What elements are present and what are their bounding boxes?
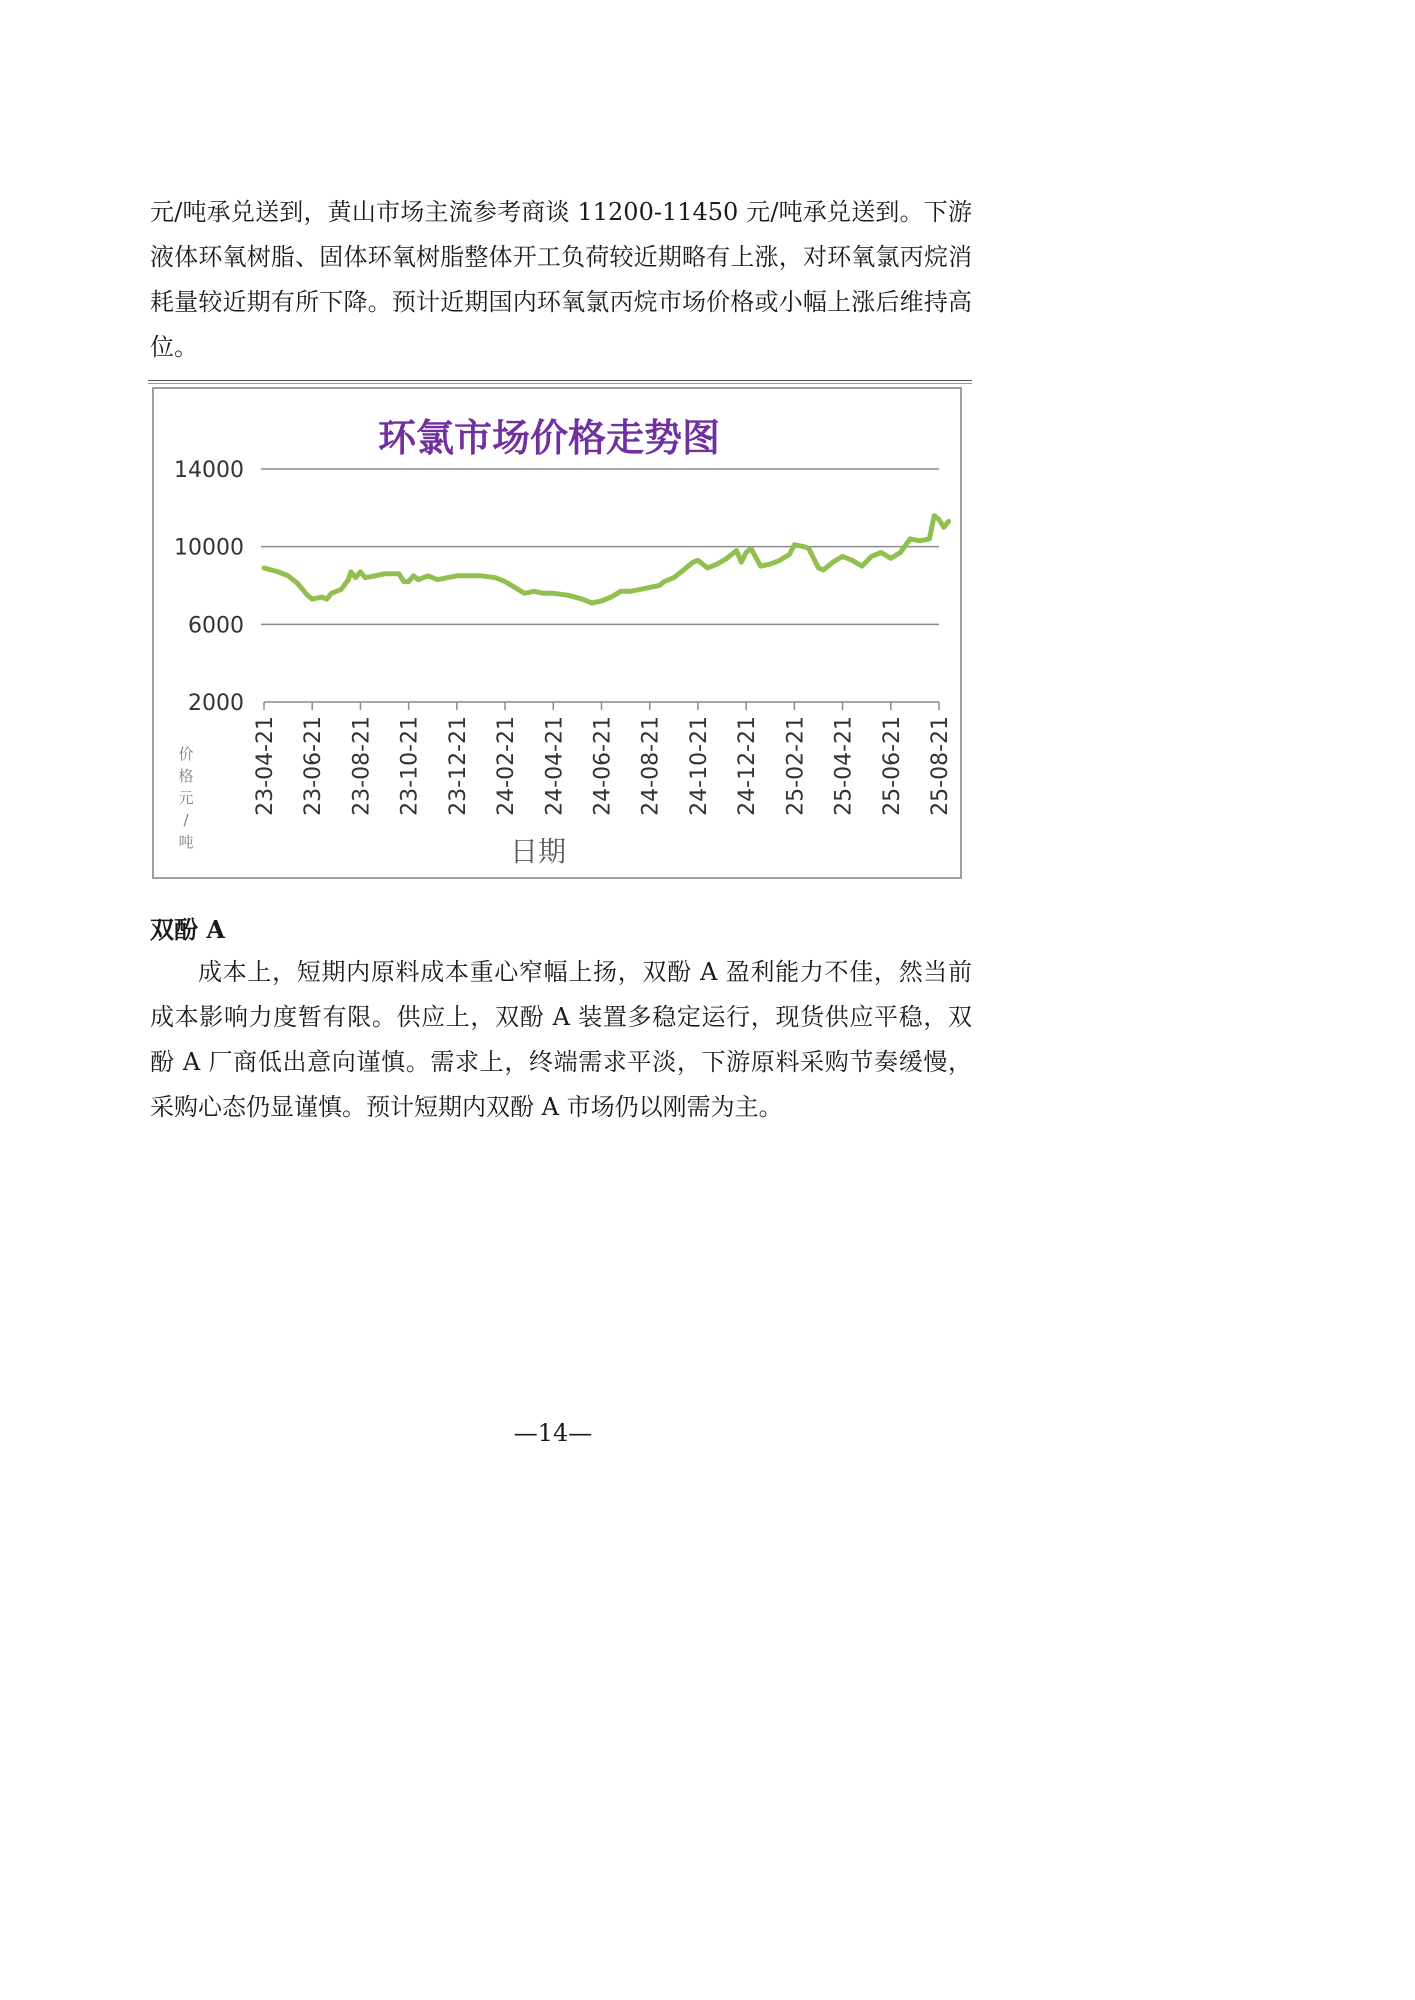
paragraph-bpa-analysis: 成本上，短期内原料成本重心窄幅上扬，双酚 A 盈利能力不佳，然当前成本影响力度暂有限。供应上，双酚 A 装置多稳定运行，现货供应平稳，双酚 A 厂商低出意向谨慎。需求上，终端需求平淡，下游原料采购节奏缓慢，采购心态仍显谨慎。预计短期内双酚 A 市场仍以刚需为主。 xyxy=(150,958,972,1121)
y-tick-label: 2000 xyxy=(188,691,244,716)
y-tick-label: 10000 xyxy=(174,535,244,561)
x-tick-label: 24-04-21 xyxy=(542,716,568,816)
x-tick-label: 24-02-21 xyxy=(494,716,520,816)
y-axis-label-char: 价 xyxy=(178,745,194,763)
x-tick-label: 24-12-21 xyxy=(735,716,761,816)
y-axis-label-char: 吨 xyxy=(178,833,194,851)
y-axis-label-char: / xyxy=(183,811,189,829)
y-tick-label: 14000 xyxy=(174,458,244,483)
series-line xyxy=(264,516,949,603)
x-axis-label: 日期 xyxy=(509,835,567,868)
x-tick-label: 25-02-21 xyxy=(783,716,809,816)
x-tick-label: 25-08-21 xyxy=(928,716,953,816)
page-number: —14— xyxy=(513,1419,593,1447)
x-tick-label: 24-10-21 xyxy=(686,716,712,816)
x-tick-label: 23-10-21 xyxy=(397,716,423,816)
y-axis-label xyxy=(178,745,193,851)
chart-canvas xyxy=(154,389,960,877)
section-heading-bpa: 双酚 A xyxy=(150,915,225,944)
x-tick-label: 23-12-21 xyxy=(445,716,471,816)
x-tick-label: 23-06-21 xyxy=(301,716,327,816)
series-layer xyxy=(264,516,949,603)
chart-title: 环氯市场价格走势图 xyxy=(377,416,721,460)
x-axis xyxy=(264,702,939,710)
x-tick-label: 25-06-21 xyxy=(879,716,905,816)
x-tick-label: 24-08-21 xyxy=(638,716,664,816)
y-tick-labels xyxy=(174,458,244,716)
y-axis-label-char: 元 xyxy=(178,789,194,807)
paragraph-epichlorohydrin-outlook: 元/吨承兑送到，黄山市场主流参考商谈 11200-11450 元/吨承兑送到。下游液体环氧树脂、固体环氧树脂整体开工负荷较近期略有上涨，对环氧氯丙烷消耗量较近期有所下降。预计近期国内环氧氯丙烷市场价格或小幅上涨后维持高位。 xyxy=(150,198,972,361)
x-tick-label: 23-04-21 xyxy=(253,716,278,816)
y-axis-label-char: 格 xyxy=(178,767,194,785)
x-tick-label: 23-08-21 xyxy=(349,716,375,816)
y-tick-label: 6000 xyxy=(188,613,244,639)
x-tick-labels xyxy=(253,716,953,816)
divider-top xyxy=(148,380,972,381)
divider-bottom xyxy=(148,383,972,384)
x-tick-label: 24-06-21 xyxy=(590,716,616,816)
x-tick-label: 25-04-21 xyxy=(831,716,857,816)
price-trend-chart xyxy=(152,387,962,879)
